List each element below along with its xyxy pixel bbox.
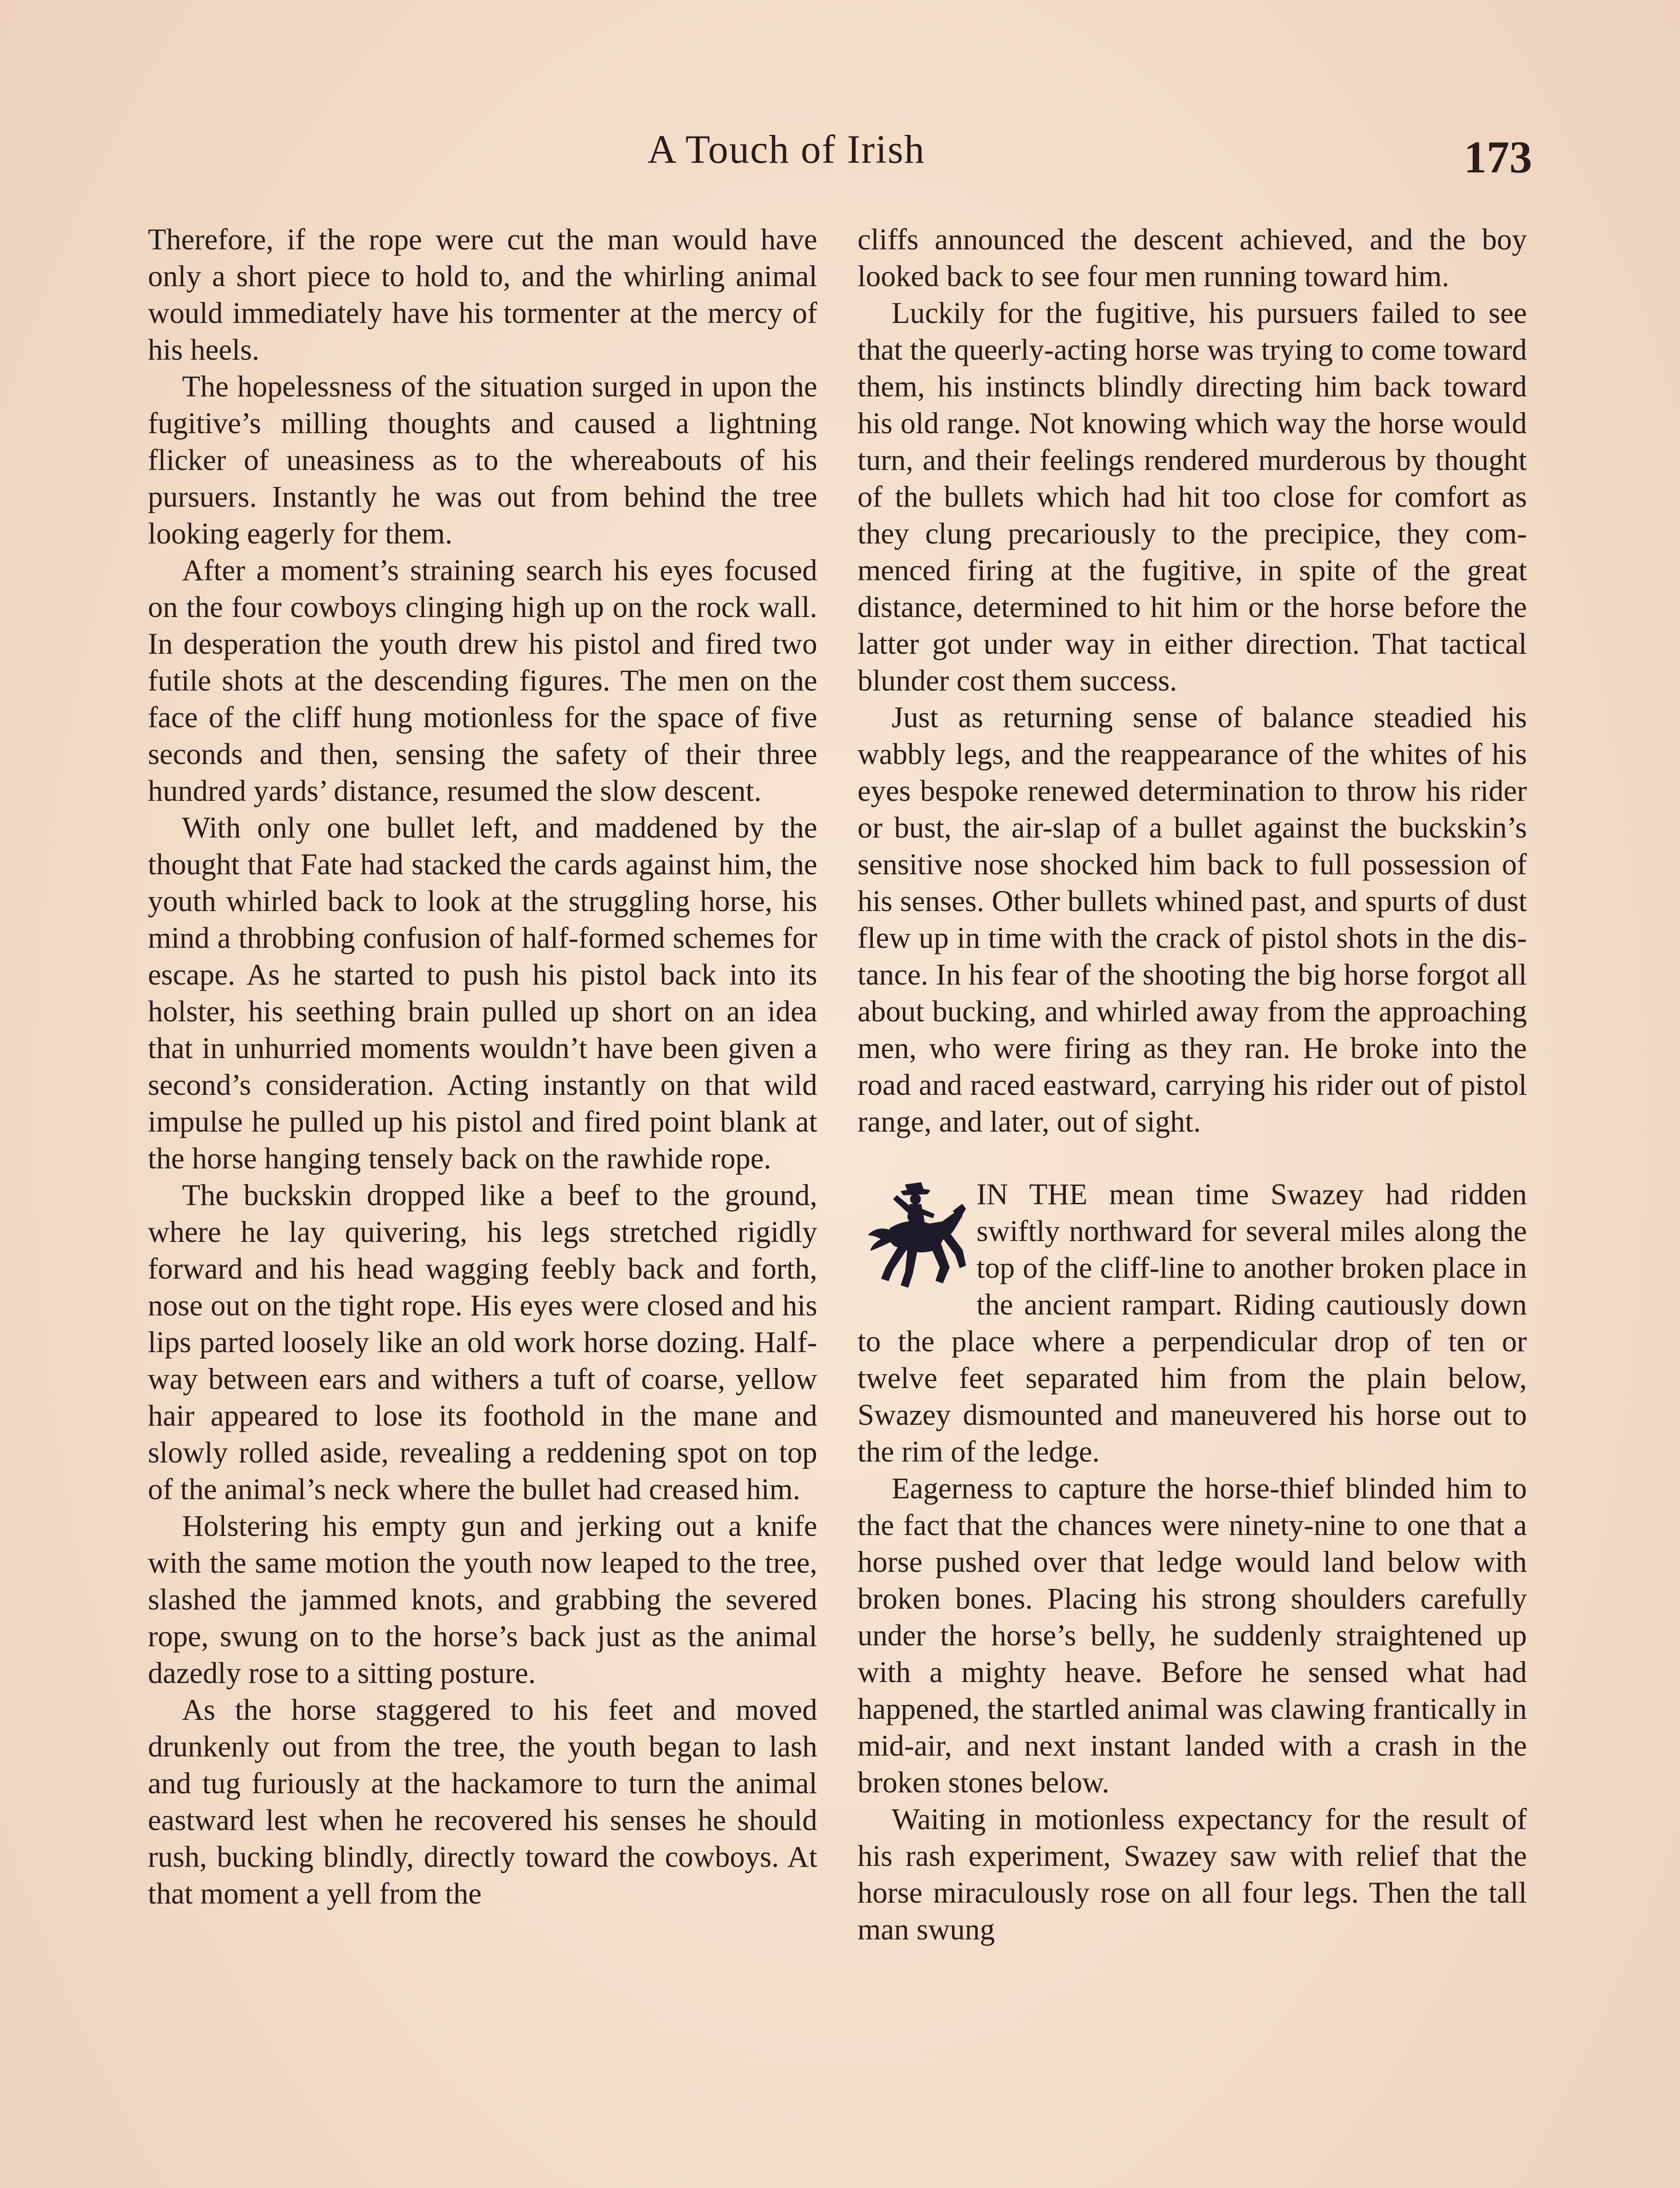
running-title: A Touch of Irish [648,127,925,172]
paragraph: The buckskin dropped like a beef to the ground, where he lay quivering, his legs stretched rigidly forward and his head wagging feebly back and forth, nose out on the tight rope. His eyes were closed and his lips parted loosely like an old work horse dozing. Half-way between ears and withers a tuft of coarse, yellow hair appeared to lose its foothold in the mane and slowly rolled aside, revealing a reddening spot on top of the animal’s neck where the bullet had creased him. [148,1178,817,1506]
paragraph: Waiting in motionless expectancy for the result of his rash experiment, Swazey saw with relief that the horse miraculously rose on all four legs. Then the tall man swung [858,1802,1527,1946]
paragraph: cliffs announced the descent achieved, and the boy looked back to see four men running toward him. [858,223,1527,293]
paragraph: After a moment’s straining search his eyes focused on the four cowboys clinging high up on the rock wall. In desperation the youth drew his pistol and fired two futile shots at the descending figures. The men on the face of the cliff hung motionless for the space of five seconds and then, sensing the safety of their three hundred yards’ distance, resumed the slow descent. [148,554,817,807]
paragraph: Holstering his empty gun and jerking out a knife with the same motion the youth now leaped to the tree, slashed the jammed knots, and grabbing the severed rope, swung on to the horse’s back just as the animal dazedly rose to a sitting posture. [148,1509,817,1690]
left-column [148,221,817,1912]
paragraph: With only one bullet left, and maddened by the thought that Fate had stacked the cards against him, the youth whirled back to look at the struggling horse, his mind a throbbing confusion of half-formed schemes for escape. As he started to push his pistol back into its holster, his seething brain pulled up short on an idea that in unhurried moments wouldn’t have been given a second’s consideration. Acting instantly on that wild impulse he pulled up his pistol and fired point blank at the horse hanging tensely back on the rawhide rope. [148,811,817,1175]
paragraph: Just as returning sense of balance steadied his wabbly legs, and the reappearance of the whites of his eyes bespoke renewed determination to throw his rider or bust, the air-slap of a bullet against the buckskin’s sensitive nose shocked him back to full possession of his senses. Other bullets whined past, and spurts of dust flew up in time with the crack of pistol shots in the distance. In his fear of the shooting the big horse forgot all about bucking, and whirled away from the approaching men, who were firing as they ran. He broke into the road and raced eastward, carrying his rider out of pistol range, and later, out of sight. [858,701,1527,1138]
right-column [858,221,1527,1948]
section-opening-paragraph [858,1176,1527,1470]
page-number: 173 [1464,132,1532,182]
paragraph: As the horse staggered to his feet and moved drunkenly out from the tree, the youth began to lash and tug furiously at the hackamore to turn the animal eastward lest when he recovered his senses he should rush, bucking blindly, directly toward the cowboys. At that moment a yell from the [148,1693,817,1910]
paragraph: Therefore, if the rope were cut the man would have only a short piece to hold to, and the whirling animal would immediately have his tormenter at the mercy of his heels. [148,223,817,366]
paragraph: Eagerness to capture the horse-thief blinded him to the fact that the chances were ninety-nine to one that a horse pushed over that ledge would land below with broken bones. Placing his strong shoulders carefully under the horse’s belly, he suddenly straightened up with a mighty heave. Before he sensed what had happened, the startled animal was clawing frantically in mid-air, and next instant landed with a crash in the broken stones below. [858,1472,1527,1799]
paragraph: Luckily for the fugitive, his pursuers failed to see that the queerly-acting horse was trying to come toward them, his instincts blindly directing him back toward his old range. Not knowing which way the horse would turn, and their feelings rendered murderous by thought of the bullets which had hit too close for comfort as they clung precariously to the precipice, they commenced firing at the fugitive, in spite of the great distance, determined to hit him or the horse before the latter got under way in either direction. That tactical blunder cost them success. [858,296,1527,697]
paragraph: The hopelessness of the situation surged in upon the fugitive’s milling thoughts and caused a lightning flicker of uneasiness as to the whereabouts of his pursuers. Instantly he was out from behind the tree looking eagerly for them. [148,370,817,550]
section-opening-text: IN THE mean time Swazey had ridden swiftly northward for several miles along the top of the cliff-line to another broken place in the ancient rampart. Riding cautiously down to the place where a perpendicular drop of ten or twelve feet separated him from the plain below, Swazey dismounted and maneuvered his horse out to the rim of the ledge. [858,1178,1527,1468]
cowboy-on-bucking-horse-icon [858,1178,967,1296]
